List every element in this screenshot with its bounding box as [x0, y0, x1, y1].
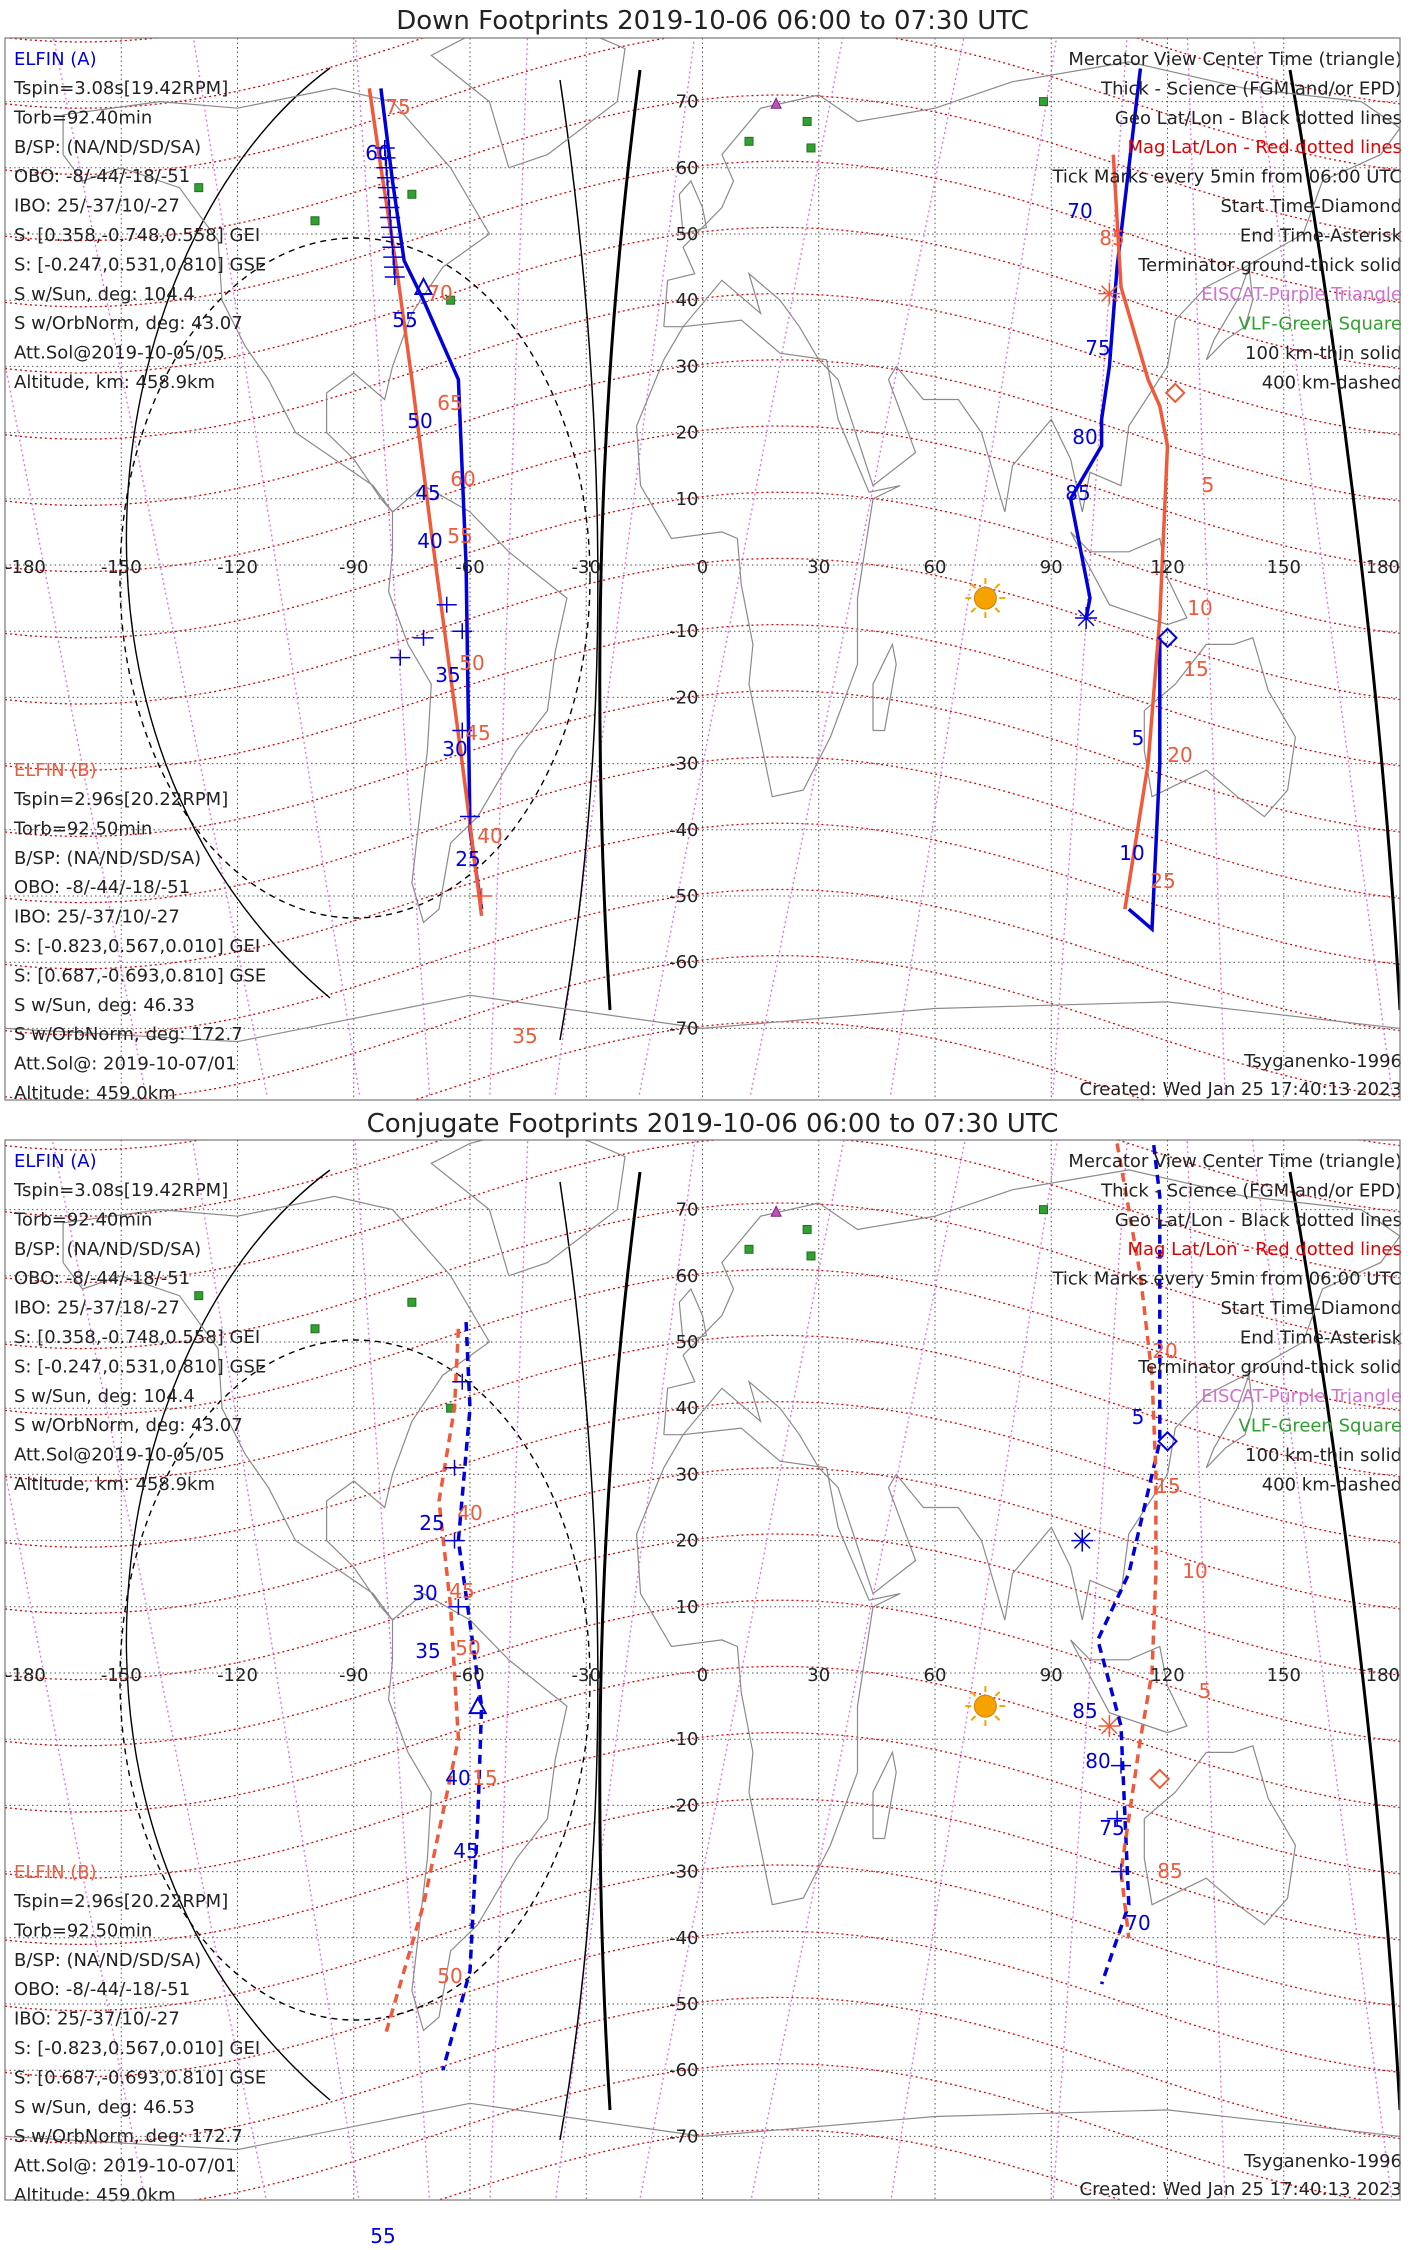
- lat-tick-label: -30: [669, 1861, 699, 1883]
- continent-outline: [873, 1752, 896, 1838]
- legend-entry: End Time-Asterisk: [1239, 1327, 1402, 1349]
- probe-b-info-line: Tspin=2.96s[20.22RPM]: [14, 1891, 229, 1912]
- vlf-square: [745, 137, 753, 145]
- mag-meridian: [188, 2, 360, 1094]
- sun-ray: [995, 1716, 999, 1720]
- track-time-label: 80: [1072, 425, 1098, 449]
- probe-a-info-line: S: [0.358,-0.748,0.558] GEI: [14, 1327, 261, 1348]
- legend-entry: Mag Lat/Lon - Red dotted lines: [1127, 137, 1402, 159]
- lat-tick-label: -50: [669, 1994, 699, 2015]
- lat-tick-label: 30: [675, 356, 699, 378]
- track-time-label: 85: [1065, 481, 1091, 505]
- lon-tick-label: -30: [571, 557, 601, 578]
- continent-outline: [873, 644, 896, 730]
- track-time-label: 40: [445, 1766, 471, 1790]
- lon-tick-label: -90: [339, 557, 369, 578]
- sun-icon: [974, 587, 996, 609]
- probe-a-info-line: Tspin=3.08s[19.42RPM]: [14, 1180, 229, 1201]
- probe-a-name: ELFIN (A): [14, 1151, 97, 1172]
- lat-tick-label: 40: [675, 290, 699, 312]
- vlf-square: [1040, 1206, 1048, 1214]
- view-400km-dashed: [120, 238, 590, 918]
- track-b-west: [385, 1329, 459, 2037]
- lat-tick-label: 50: [675, 224, 699, 245]
- track-time-label: 35: [512, 1024, 538, 1048]
- lat-tick-label: -20: [669, 1795, 699, 1817]
- track-time-label: 25: [1150, 869, 1176, 893]
- lon-tick-label: 0: [696, 557, 709, 578]
- track-time-label: 35: [415, 1639, 441, 1663]
- probe-a-info-line: S: [-0.247,0.531,0.810] GSE: [14, 1356, 267, 1378]
- lon-tick-label: 180: [1365, 557, 1400, 578]
- track-time-label: 40: [477, 824, 503, 848]
- legend-entry: Thick - Science (FGM and/or EPD): [1101, 1180, 1402, 1202]
- legend-entry: Tick Marks every 5min from 06:00 UTC: [1052, 1268, 1402, 1290]
- lon-tick-label: 150: [1266, 1665, 1301, 1686]
- lon-tick-label: -60: [455, 557, 485, 578]
- probe-b-info-line: Torb=92.50min: [14, 818, 153, 840]
- probe-a-info-line: IBO: 25/-37/18/-27: [14, 1297, 180, 1319]
- probe-b-info-line: Tspin=2.96s[20.22RPM]: [14, 789, 229, 810]
- lon-tick-label: 120: [1150, 1665, 1185, 1686]
- legend-entry: Tick Marks every 5min from 06:00 UTC: [1052, 166, 1402, 188]
- probe-a-info-line: S w/OrbNorm, deg: 43.07: [14, 313, 243, 335]
- lon-tick-label: 180: [1365, 1665, 1400, 1686]
- track-time-label: 15: [1183, 657, 1209, 681]
- panel-title-down: Down Footprints 2019-10-06 06:00 to 07:30 UTC: [396, 6, 1029, 36]
- sun-ray: [995, 1692, 999, 1696]
- probe-a-info-line: S w/Sun, deg: 104.4: [14, 283, 195, 305]
- mag-meridian: [639, 2, 849, 1094]
- legend-entry: 100 km-thin solid: [1245, 343, 1402, 364]
- legend-entry: Mag Lat/Lon - Red dotted lines: [1127, 1239, 1402, 1261]
- vlf-square: [408, 1298, 416, 1306]
- track-time-label-outside: 55: [370, 2224, 396, 2248]
- track-time-label: 45: [453, 1839, 479, 1863]
- probe-a-info-line: B/SP: (NA/ND/SD/SA): [14, 1238, 202, 1260]
- eiscat-triangle: [775, 1, 785, 11]
- lon-tick-label: 90: [1039, 557, 1063, 578]
- probe-b-name: ELFIN (B): [14, 1862, 97, 1883]
- created-timestamp: Created: Wed Jan 25 17:40:13 2023: [1079, 2179, 1402, 2200]
- eiscat-triangle: [775, 1109, 785, 1119]
- vlf-square: [195, 184, 203, 192]
- track-time-label: 30: [412, 1581, 438, 1605]
- lat-tick-label: -40: [669, 1927, 699, 1949]
- probe-b-info-line: Torb=92.50min: [14, 1920, 153, 1942]
- track-time-label: 40: [457, 1501, 483, 1525]
- probe-b-info-line: S w/Sun, deg: 46.53: [14, 2096, 195, 2118]
- legend-entry: VLF-Green Square: [1238, 1415, 1402, 1437]
- track-time-label: 20: [1167, 743, 1193, 767]
- legend-entry: EISCAT-Purple Triangle: [1201, 284, 1402, 306]
- lat-tick-label: 60: [675, 157, 699, 179]
- mag-meridian: [490, 1110, 529, 2202]
- probe-a-info-line: S w/Sun, deg: 104.4: [14, 1385, 195, 1407]
- sun-ray: [995, 584, 999, 588]
- terminator-100km: [560, 1182, 598, 2140]
- lon-tick-label: 60: [923, 1665, 947, 1686]
- lon-tick-label: 30: [807, 557, 831, 578]
- probe-b-info-line: IBO: 25/-37/10/-27: [14, 2008, 180, 2030]
- legend-entry: Terminator ground-thick solid: [1138, 1356, 1402, 1378]
- lat-tick-label: 10: [675, 488, 699, 510]
- lon-tick-label: -120: [217, 557, 258, 578]
- track-time-label: 15: [1155, 1474, 1181, 1498]
- continent-outline: [1144, 638, 1295, 817]
- vlf-square: [807, 144, 815, 152]
- track-time-label: 50: [437, 1964, 463, 1988]
- eiscat-triangle: [771, 98, 781, 108]
- probe-a-info-line: Altitude, km: 458.9km: [14, 372, 216, 393]
- lon-tick-label: 60: [923, 557, 947, 578]
- track-time-label: 85: [1157, 1859, 1183, 1883]
- track-time-label: 80: [1085, 1749, 1111, 1773]
- probe-b-info-line: S w/OrbNorm, deg: 172.7: [14, 1024, 243, 1046]
- probe-b-info-line: Att.Sol@: 2019-10-07/01: [14, 1053, 237, 1075]
- track-time-label: 10: [1119, 841, 1145, 865]
- legend-entry: Start Time-Diamond: [1220, 1298, 1402, 1319]
- track-time-label: 5: [1131, 726, 1145, 750]
- vlf-square: [1040, 98, 1048, 106]
- probe-b-info-line: S: [-0.823,0.567,0.010] GEI: [14, 2038, 261, 2059]
- legend-entry: Thick - Science (FGM and/or EPD): [1101, 78, 1402, 100]
- legend-entry: Mercator View Center Time (triangle): [1068, 1151, 1402, 1172]
- lon-tick-label: 30: [807, 1665, 831, 1686]
- probe-a-info-line: OBO: -8/-44/-18/-51: [14, 1268, 191, 1290]
- mag-meridian: [891, 1110, 1063, 2202]
- probe-b-info-line: S: [-0.823,0.567,0.010] GEI: [14, 936, 261, 957]
- created-timestamp: Created: Wed Jan 25 17:40:13 2023: [1079, 1079, 1402, 1100]
- lon-tick-label: -60: [455, 1665, 485, 1686]
- legend-entry: VLF-Green Square: [1238, 313, 1402, 335]
- lon-tick-label: -120: [217, 1665, 258, 1686]
- lat-tick-label: -60: [669, 2060, 699, 2082]
- track-time-label: 85: [1072, 1699, 1098, 1723]
- track-time-label: 50: [455, 1636, 481, 1660]
- lat-tick-label: 20: [675, 1530, 699, 1552]
- start-diamond: [1151, 1770, 1169, 1788]
- probe-a-info-line: Att.Sol@2019-10-05/05: [14, 342, 225, 364]
- probe-a-info-line: IBO: 25/-37/10/-27: [14, 195, 180, 217]
- lat-tick-label: 10: [675, 1596, 699, 1618]
- legend-entry: Mercator View Center Time (triangle): [1068, 49, 1402, 70]
- lon-tick-label: -150: [100, 557, 142, 578]
- track-time-label: 75: [1099, 1816, 1125, 1840]
- vlf-square: [745, 1245, 753, 1253]
- legend-entry: Geo Lat/Lon - Black dotted lines: [1114, 1209, 1402, 1231]
- center-triangle: [470, 1698, 486, 1713]
- lat-tick-label: -70: [669, 1018, 699, 1040]
- vlf-square: [408, 190, 416, 198]
- lat-tick-label: -30: [669, 753, 699, 775]
- lat-tick-label: 50: [675, 1332, 699, 1353]
- lon-tick-label: 90: [1039, 1665, 1063, 1686]
- lat-tick-label: 70: [675, 91, 699, 113]
- probe-b-info-line: S w/OrbNorm, deg: 172.7: [14, 2126, 243, 2148]
- track-time-label: 35: [435, 663, 461, 687]
- track-time-label: 10: [1187, 596, 1213, 620]
- track-time-label: 40: [417, 529, 443, 553]
- vlf-square: [195, 1292, 203, 1300]
- track-time-label: 20: [1152, 1339, 1178, 1363]
- sun-ray: [971, 608, 975, 612]
- track-time-label: 60: [365, 141, 391, 165]
- track-time-label: 70: [427, 281, 453, 305]
- mag-meridian: [490, 2, 529, 1094]
- probe-a-info-line: OBO: -8/-44/-18/-51: [14, 166, 191, 188]
- probe-b-info-line: Altitude: 459.0km: [14, 2185, 176, 2206]
- probe-a-info-line: Torb=92.40min: [14, 107, 153, 129]
- lon-tick-label: 150: [1266, 557, 1301, 578]
- probe-b-info-line: S: [0.687,-0.693,0.810] GSE: [14, 965, 267, 987]
- lon-tick-label: -150: [100, 1665, 142, 1686]
- legend-entry: 400 km-dashed: [1261, 372, 1402, 394]
- track-time-label: 5: [1201, 473, 1215, 497]
- probe-a-info-line: B/SP: (NA/ND/SD/SA): [14, 136, 202, 158]
- lon-tick-label: 0: [696, 1665, 709, 1686]
- track-time-label: 50: [407, 409, 433, 433]
- track-time-label: 70: [1067, 199, 1093, 223]
- mag-meridian: [751, 2, 971, 1094]
- track-time-label: 25: [455, 847, 481, 871]
- track-time-label: 55: [392, 308, 418, 332]
- vlf-square: [311, 217, 319, 225]
- sun-icon: [974, 1695, 996, 1717]
- probe-a-info-line: S: [0.358,-0.748,0.558] GEI: [14, 225, 261, 246]
- probe-b-info-line: B/SP: (NA/ND/SD/SA): [14, 1949, 202, 1971]
- lat-tick-label: 30: [675, 1464, 699, 1486]
- track-time-label: 10: [1182, 1559, 1208, 1583]
- legend-entry: Start Time-Diamond: [1220, 196, 1402, 217]
- probe-b-info-line: S: [0.687,-0.693,0.810] GSE: [14, 2067, 267, 2089]
- lat-tick-label: 70: [675, 1199, 699, 1221]
- probe-b-info-line: OBO: -8/-44/-18/-51: [14, 1979, 191, 2001]
- lat-tick-label: -10: [669, 621, 699, 643]
- probe-a-info-line: Torb=92.40min: [14, 1209, 153, 1231]
- track-time-label: 45: [449, 1579, 475, 1603]
- probe-b-info-line: Altitude: 459.0km: [14, 1083, 176, 1104]
- terminator-west: [600, 70, 640, 1010]
- vlf-square: [807, 1252, 815, 1260]
- probe-a-info-line: S w/OrbNorm, deg: 43.07: [14, 1415, 243, 1437]
- mag-meridian: [639, 1110, 849, 2202]
- mag-parallel: [5, 0, 1400, 42]
- track-time-label: 15: [472, 1766, 498, 1790]
- legend-entry: Geo Lat/Lon - Black dotted lines: [1114, 107, 1402, 129]
- model-name: Tsyganenko-1996: [1244, 2151, 1402, 2172]
- eiscat-triangle: [771, 1206, 781, 1216]
- probe-a-info-line: S: [-0.247,0.531,0.810] GSE: [14, 254, 267, 276]
- track-time-label: 60: [450, 467, 476, 491]
- terminator-west: [600, 1172, 640, 2110]
- lat-tick-label: -50: [669, 886, 699, 907]
- lat-tick-label: -10: [669, 1729, 699, 1751]
- panel-1: [0, 1004, 1403, 2250]
- lat-tick-label: -60: [669, 952, 699, 974]
- track-time-label: 75: [385, 95, 411, 119]
- probe-a-info-line: Att.Sol@2019-10-05/05: [14, 1444, 225, 1466]
- legend-entry: 400 km-dashed: [1261, 1474, 1402, 1496]
- vlf-square: [311, 1325, 319, 1333]
- probe-b-info-line: OBO: -8/-44/-18/-51: [14, 877, 191, 899]
- track-time-label: 30: [442, 737, 468, 761]
- track-time-label: 75: [1085, 336, 1111, 360]
- track-time-label: 5: [1198, 1679, 1212, 1703]
- lat-tick-label: -20: [669, 687, 699, 709]
- sun-ray: [971, 1716, 975, 1720]
- probe-b-info-line: B/SP: (NA/ND/SD/SA): [14, 847, 202, 869]
- probe-b-info-line: Att.Sol@: 2019-10-07/01: [14, 2155, 237, 2177]
- vlf-square: [803, 1225, 811, 1233]
- track-time-label: 45: [415, 481, 441, 505]
- lon-tick-label: -180: [5, 557, 46, 578]
- vlf-square: [803, 117, 811, 125]
- lat-tick-label: 20: [675, 422, 699, 444]
- continent-outline: [1144, 1746, 1295, 1925]
- mag-meridian: [891, 2, 1063, 1094]
- track-time-label: 25: [419, 1511, 445, 1535]
- legend-entry: End Time-Asterisk: [1239, 225, 1402, 247]
- panel-title-conjugate: Conjugate Footprints 2019-10-06 06:00 to 07:30 UTC: [366, 1109, 1059, 1139]
- legend-entry: EISCAT-Purple Triangle: [1201, 1386, 1402, 1408]
- mag-meridian: [751, 1110, 971, 2202]
- lat-tick-label: 60: [675, 1265, 699, 1287]
- sun-ray: [995, 608, 999, 612]
- track-time-label: 85: [1099, 226, 1125, 250]
- start-diamond: [1166, 384, 1184, 402]
- track-time-label: 55: [447, 524, 473, 548]
- lon-tick-label: -180: [5, 1665, 46, 1686]
- track-time-label: 65: [437, 391, 463, 415]
- lat-tick-label: -40: [669, 819, 699, 841]
- model-name: Tsyganenko-1996: [1244, 1051, 1402, 1072]
- track-time-label: 45: [465, 721, 491, 745]
- legend-entry: 100 km-thin solid: [1245, 1445, 1402, 1466]
- track-time-label: 70: [1125, 1911, 1151, 1935]
- probe-a-info-line: Altitude, km: 458.9km: [14, 1474, 216, 1495]
- lat-tick-label: -70: [669, 2126, 699, 2148]
- lon-tick-label: -30: [571, 1665, 601, 1686]
- probe-a-info-line: Tspin=3.08s[19.42RPM]: [14, 78, 229, 99]
- lon-tick-label: 120: [1150, 557, 1185, 578]
- lon-tick-label: -90: [339, 1665, 369, 1686]
- probe-a-name: ELFIN (A): [14, 49, 97, 70]
- probe-b-name: ELFIN (B): [14, 760, 97, 781]
- legend-entry: Terminator ground-thick solid: [1138, 254, 1402, 276]
- lat-tick-label: 40: [675, 1398, 699, 1420]
- track-time-label: 5: [1131, 1405, 1145, 1429]
- probe-b-info-line: S w/Sun, deg: 46.33: [14, 994, 195, 1016]
- probe-b-info-line: IBO: 25/-37/10/-27: [14, 906, 180, 928]
- track-time-label: 50: [459, 651, 485, 675]
